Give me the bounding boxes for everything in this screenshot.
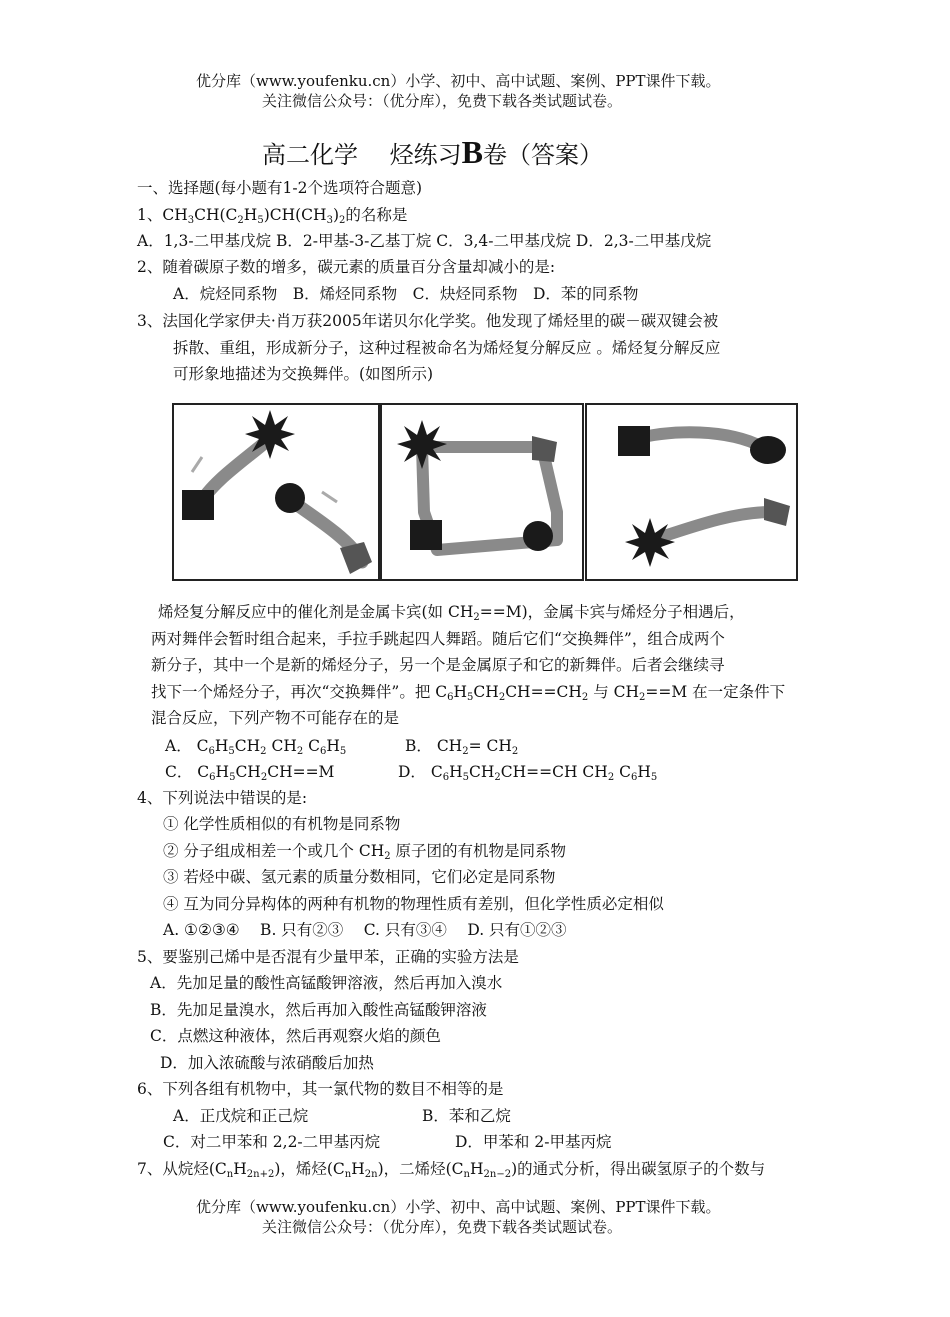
square-dancer-2	[410, 520, 442, 550]
q5-option-d: D．加入浓硫酸与浓硝酸后加热	[160, 1054, 374, 1072]
footer-line-1: 优分库（www.youfenku.cn）小学、初中、高中试题、案例、PPT课件下载。	[196, 1198, 721, 1216]
bag-dancer-2	[532, 436, 557, 462]
q2-options: A．烷烃同系物 B．烯烃同系物 C．炔烃同系物 D．苯的同系物	[173, 285, 639, 303]
q3-option-b: B． $CH_2= CH_2$	[405, 737, 519, 757]
header-line-1: 优分库（www.youfenku.cn）小学、初中、高中试题、案例、PPT课件下载。	[196, 72, 721, 90]
q2-stem: 2、随着碳原子数的增多，碳元素的质量百分含量却减小的是:	[137, 258, 556, 276]
q6-option-b: B．苯和乙烷	[422, 1107, 511, 1125]
square-dancer-1	[182, 490, 214, 520]
q4-stem: 4、下列说法中错误的是:	[137, 789, 308, 807]
page-title: 高二化学 烃练习B卷（答案）	[262, 134, 603, 170]
star-dancer-1	[245, 410, 295, 459]
panel-1	[182, 410, 372, 574]
panel-3	[618, 426, 790, 567]
dance-illustration	[172, 402, 798, 582]
section-heading: 一、选择题(每小题有1-2个选项符合题意)	[137, 179, 423, 197]
circle-dancer-1	[275, 483, 305, 513]
q1-stem: 1、$CH_3CH(C_2H_5)CH(CH_3)_2$的名称是	[137, 206, 408, 226]
q3-line-1: 3、法国化学家伊夫·肖万获2005年诺贝尔化学奖。他发现了烯烃里的碳－碳双键会被	[137, 312, 719, 330]
q5-option-b: B．先加足量溴水，然后再加入酸性高锰酸钾溶液	[150, 1001, 487, 1019]
circle-dancer-3	[750, 436, 786, 464]
q5-option-a: A．先加足量的酸性高锰酸钾溶液，然后再加入溴水	[150, 974, 503, 992]
star-dancer-3	[625, 518, 675, 567]
q3-para-3: 新分子，其中一个是新的烯烃分子，另一个是金属原子和它的新舞伴。后者会继续寻	[151, 656, 725, 674]
q6-option-c: C．对二甲苯和 2,2-二甲基丙烷	[163, 1133, 381, 1151]
q7-stem: 7、从烷烃$(C_nH_{2n+2})$，烯烃$(C_nH_{2n})$，二烯烃$(C_nH_{2n-2})$的通式分析，得出碳氢原子的个数与	[137, 1160, 766, 1180]
q4-statement-3: ③ 若烃中碳、氢元素的质量分数相同，它们必定是同系物	[163, 868, 556, 886]
q3-option-a: A． $C_6H_5CH_2$ $CH_2$ $C_6H_5$	[165, 737, 347, 757]
q4-statement-2: ② 分子组成相差一个或几个 $CH_2$ 原子团的有机物是同系物	[163, 842, 567, 862]
q4-statement-1: ① 化学性质相似的有机物是同系物	[163, 815, 401, 833]
bag-dancer-3	[764, 498, 790, 526]
square-dancer-3	[618, 426, 650, 456]
q3-line-3: 可形象地描述为交换舞伴。(如图所示)	[173, 365, 434, 383]
q4-options: A. ①②③④ B. 只有②③ C. 只有③④ D. 只有①②③	[163, 921, 567, 939]
star-dancer-2	[397, 420, 447, 469]
q5-option-c: C．点燃这种液体，然后再观察火焰的颜色	[150, 1027, 441, 1045]
q4-statement-4: ④ 互为同分异构体的两种有机物的物理性质有差别，但化学性质必定相似	[163, 895, 664, 913]
q1-options: A．1,3-二甲基戊烷 B．2-甲基-3-乙基丁烷 C．3,4-二甲基戊烷 D．2,3-二甲基戊烷	[137, 232, 712, 250]
q3-para-5: 混合反应，下列产物不可能存在的是	[151, 709, 400, 727]
q6-stem: 6、下列各组有机物中，其一氯代物的数目不相等的是	[137, 1080, 504, 1098]
header-line-2: 关注微信公众号：（优分库），免费下载各类试题试卷。	[262, 92, 623, 110]
q3-para-2: 两对舞伴会暂时组合起来，手拉手跳起四人舞蹈。随后它们“交换舞伴”，组合成两个	[151, 630, 725, 648]
q3-para-4: 找下一个烯烃分子，再次“交换舞伴”。把 $C_6H_5CH_2CH==CH_2$ 与 $CH_2==M$ 在一定条件下	[151, 683, 786, 703]
q3-option-c: C． $C_6H_5CH_2CH==M$	[165, 763, 335, 783]
footer-line-2: 关注微信公众号：（优分库），免费下载各类试题试卷。	[262, 1218, 623, 1236]
q3-line-2: 拆散、重组，形成新分子，这种过程被命名为烯烃复分解反应 。烯烃复分解反应	[173, 339, 721, 357]
q5-stem: 5、要鉴别己烯中是否混有少量甲苯，正确的实验方法是	[137, 948, 519, 966]
q3-para-1: 烯烃复分解反应中的催化剂是金属卡宾(如 $CH_2==M$)，金属卡宾与烯烃分子相遇后，	[158, 603, 745, 623]
q6-option-a: A．正戊烷和正己烷	[173, 1107, 309, 1125]
q3-option-d: D． $C_6H_5CH_2CH==CH$ $CH_2$ $C_6H_5$	[398, 763, 658, 783]
q6-option-d: D．甲苯和 2-甲基丙烷	[455, 1133, 612, 1151]
panel-2	[397, 420, 557, 551]
circle-dancer-2	[523, 521, 553, 551]
